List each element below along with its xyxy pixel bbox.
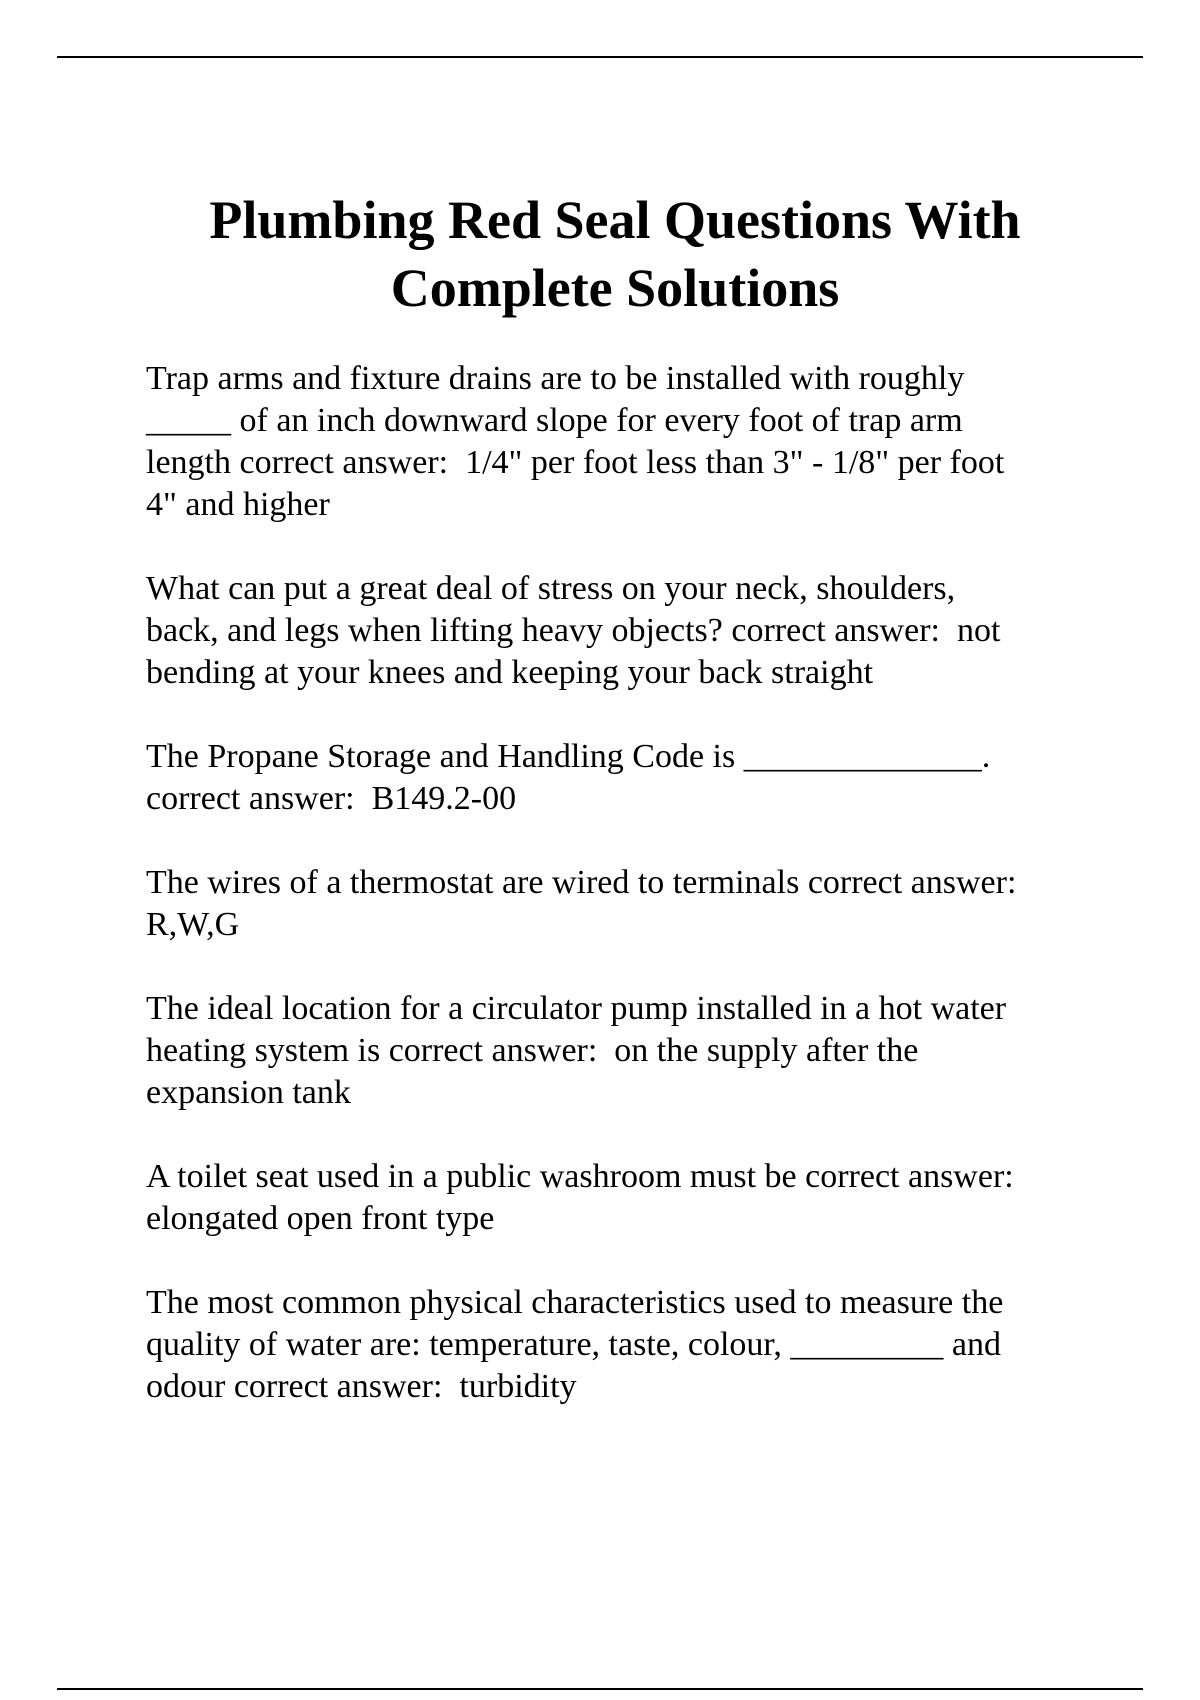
title-line: Plumbing Red Seal Questions With xyxy=(209,190,1021,250)
bottom-divider xyxy=(57,1688,1143,1690)
qa-line: 4" and higher xyxy=(146,486,330,523)
qa-line: bending at your knees and keeping your back straight xyxy=(146,654,874,691)
qa-line: correct answer: B149.2-00 xyxy=(146,780,517,817)
qa-line: quality of water are: temperature, taste, colour, _________ and xyxy=(146,1326,1001,1363)
qa-line: What can put a great deal of stress on your neck, shoulders, xyxy=(146,570,956,607)
qa-item-circulator-pump xyxy=(146,988,1086,1114)
qa-item-water-quality xyxy=(146,1282,1086,1408)
qa-item-lifting-stress xyxy=(146,568,1086,694)
qa-line: The Propane Storage and Handling Code is ______________. xyxy=(146,738,991,775)
qa-line: heating system is correct answer: on the supply after the xyxy=(146,1032,919,1069)
title-line: Complete Solutions xyxy=(390,258,840,318)
qa-line: odour correct answer: turbidity xyxy=(146,1368,577,1405)
qa-line: back, and legs when lifting heavy objects? correct answer: not xyxy=(146,612,1001,649)
question-answer-list xyxy=(146,358,1086,1450)
qa-line: elongated open front type xyxy=(146,1200,495,1237)
qa-line: length correct answer: 1/4" per foot less than 3" - 1/8" per foot xyxy=(146,444,1005,481)
qa-item-trap-arm-slope xyxy=(146,358,1086,526)
qa-line: The most common physical characteristics used to measure the xyxy=(146,1284,1004,1321)
qa-line: The wires of a thermostat are wired to terminals correct answer: xyxy=(146,864,1017,901)
qa-item-thermostat-wires xyxy=(146,862,1086,946)
qa-line: Trap arms and fixture drains are to be installed with roughly xyxy=(146,360,965,397)
qa-item-propane-code xyxy=(146,736,1086,820)
qa-line: _____ of an inch downward slope for every foot of trap arm xyxy=(146,402,963,439)
page-title xyxy=(100,186,1130,322)
top-divider xyxy=(57,56,1143,58)
qa-item-toilet-seat xyxy=(146,1156,1086,1240)
qa-line: R,W,G xyxy=(146,906,240,943)
qa-line: A toilet seat used in a public washroom must be correct answer: xyxy=(146,1158,1014,1195)
qa-line: expansion tank xyxy=(146,1074,351,1111)
qa-line: The ideal location for a circulator pump installed in a hot water xyxy=(146,990,1007,1027)
